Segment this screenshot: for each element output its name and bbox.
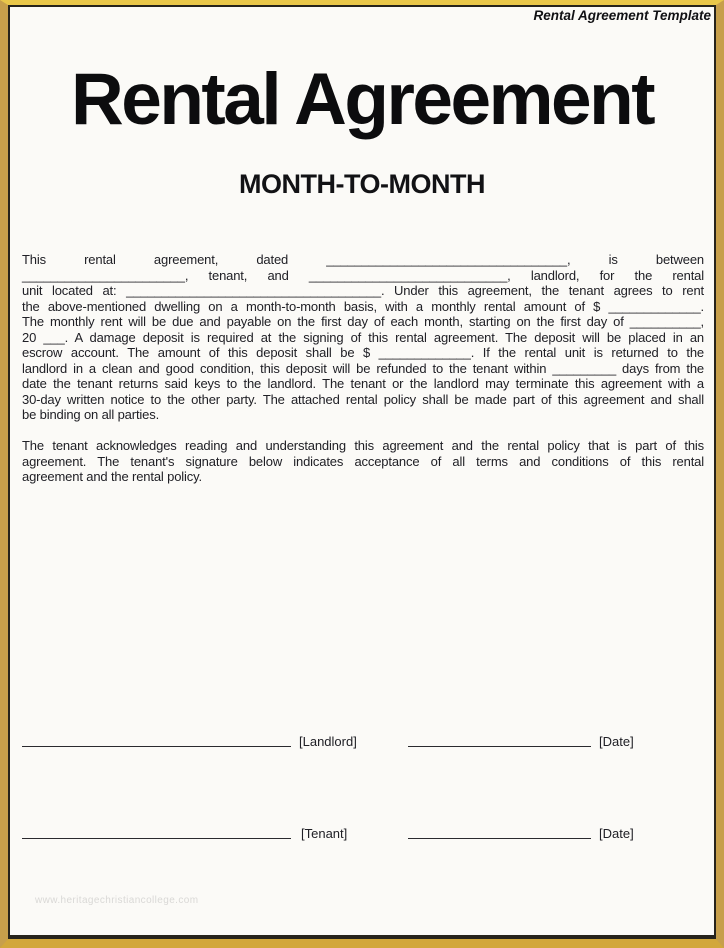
tenant-date-line <box>408 838 591 839</box>
landlord-date-line <box>408 746 591 747</box>
paragraph-line: _______________________, tenant, and ____________________________, landlord, for the rental <box>22 267 704 283</box>
paragraph-line: This rental agreement, dated __________________________________, is between <box>22 252 704 267</box>
agreement-paragraph <box>22 252 704 423</box>
site-watermark: www.heritagechristiancollege.com <box>35 895 199 906</box>
document-subtitle: MONTH-TO-MONTH <box>239 169 485 199</box>
paragraph-line: unit located at: ____________________________________. Under this agreement, the tenant agrees to rent <box>22 283 704 298</box>
paragraph-line: 20 ___. A damage deposit is required at the signing of this rental agreement. The deposit will be placed in an <box>22 329 704 345</box>
landlord-signature-row <box>10 730 714 750</box>
landlord-signature-line <box>22 746 291 747</box>
paragraph-line: agreement. The tenant's signature below indicates acceptance of all terms and conditions of this rental <box>22 453 704 469</box>
tenant-date-label: [Date] <box>599 826 634 841</box>
corner-template-label: Rental Agreement Template <box>533 8 711 23</box>
landlord-date-label: [Date] <box>599 734 634 749</box>
paragraph-line: agreement and the rental policy. <box>22 469 202 484</box>
paragraph-line: be binding on all parties. <box>22 407 160 422</box>
tenant-signature-line <box>22 838 291 839</box>
tenant-label: [Tenant] <box>301 826 348 841</box>
paragraph-line: the above-mentioned dwelling on a month-to-month basis, with a monthly rental amount of $ _____________. <box>22 298 704 314</box>
paragraph-line: The monthly rent will be due and payable on the first day of each month, starting on the first day of __________, <box>22 314 704 329</box>
paragraph-line: escrow account. The amount of this deposit shall be $ _____________. If the rental unit is returned to the <box>22 345 704 360</box>
paragraph-line: 30-day written notice to the other party. The attached rental policy shall be made part of this agreement and shall <box>22 391 704 407</box>
paragraph-line: The tenant acknowledges reading and understanding this agreement and the rental policy that is part of this <box>22 438 704 453</box>
document-title: Rental Agreement <box>71 59 653 140</box>
paragraph-line: landlord in a clean and good condition, this deposit will be refunded to the tenant within _________ days from the <box>22 360 704 376</box>
tenant-signature-row <box>10 822 714 842</box>
document-page <box>8 5 716 939</box>
paragraph-line: date the tenant returns said keys to the landlord. The tenant or the landlord may terminate this agreement with a <box>22 376 704 391</box>
acknowledgement-paragraph <box>22 438 704 485</box>
landlord-label: [Landlord] <box>299 734 357 749</box>
